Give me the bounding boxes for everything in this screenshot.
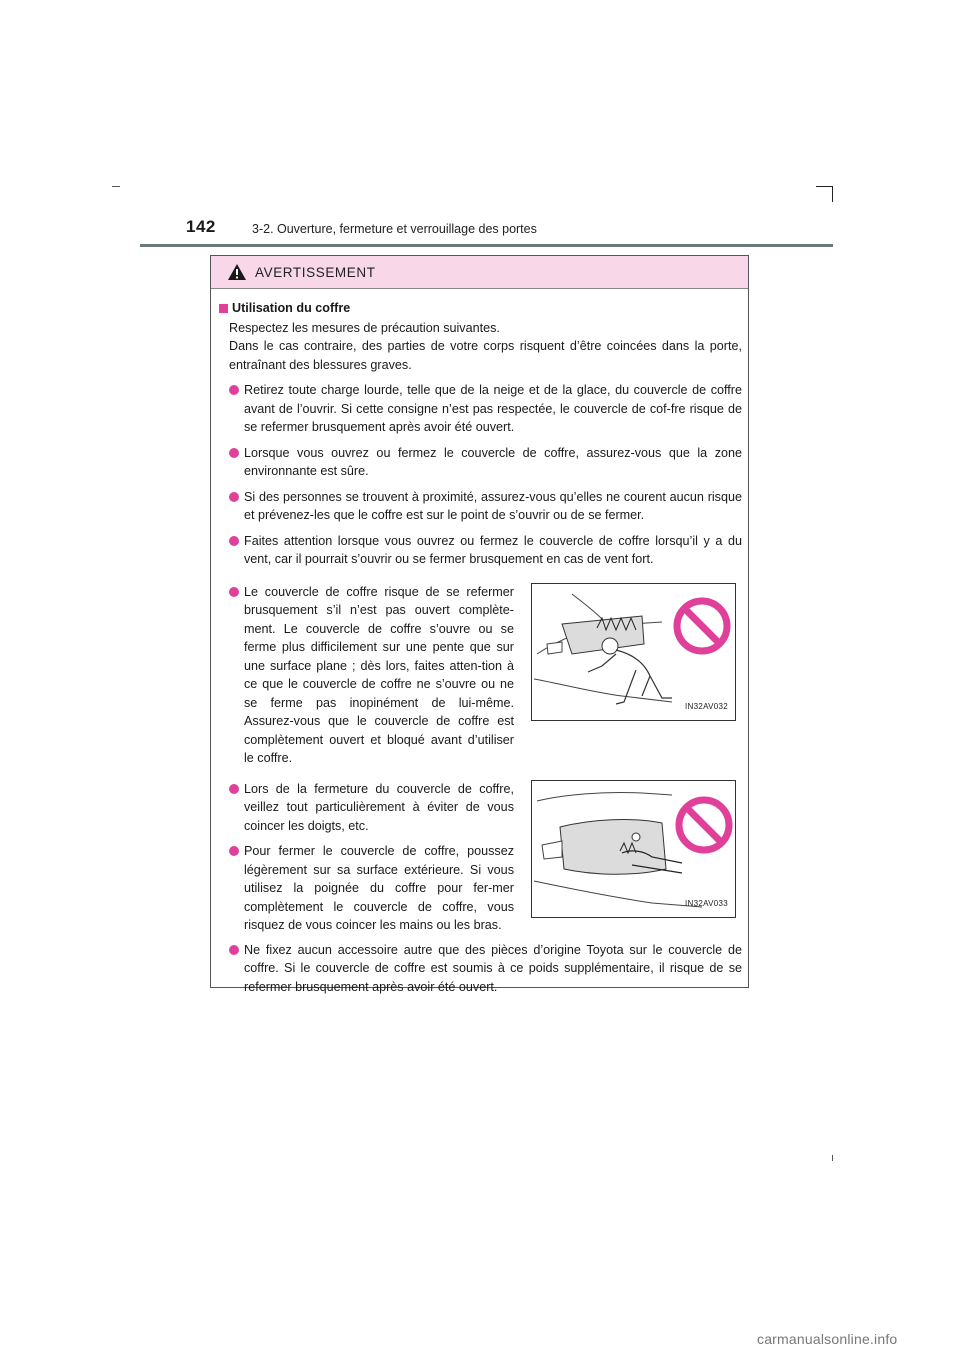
section-title: 3-2. Ouverture, fermeture et verrouillage des portes	[252, 222, 537, 236]
bullet-text: Le couvercle de coffre risque de se refermer brusquement s’il n’est pas ouvert complète-ment. Le couvercle de coffre s’ouvre ou se ferme plus difficilement sur une pente que sur une surface plane ; dès lors, faites atten-tion à ce que le couvercle de coffre ne s’ouvre ou ne se ferme pas inopinément de lui-même. Assurez-vous que le couvercle de coffre est complètement ouvert et bloqué avant d’utiliser le coffre.	[244, 584, 514, 765]
bullet-text: Pour fermer le couvercle de coffre, poussez légèrement sur sa surface extérieure. Si vous utilisez la poignée du coffre pour fer-mer complètement le couvercle de coffre, vous risquez de vous coincer les mains ou les bras.	[244, 844, 514, 932]
square-bullet-icon	[219, 304, 228, 313]
figure-row-2	[219, 774, 742, 935]
warning-content	[219, 299, 742, 996]
bullet-text: Si des personnes se trouvent à proximité, assurez-vous qu’elles ne courent aucun risque et prévenez-les que le coffre est sur le point de s’ouvrir ou de se fermer.	[244, 489, 742, 522]
figure-row-1	[219, 577, 742, 768]
warning-header	[211, 256, 748, 289]
bullet-text: Lors de la fermeture du couvercle de coffre, veillez tout particulièrement à éviter de vous coincer les doigts, etc.	[244, 781, 514, 833]
warning-triangle-icon	[227, 263, 247, 281]
figure-1-illustration	[531, 583, 736, 721]
watermark: carmanualsonline.info	[757, 1331, 898, 1347]
crop-mark-top-right	[816, 186, 833, 187]
bullet-text: Ne fixez aucun accessoire autre que des pièces d’origine Toyota sur le couvercle de coffre. Si le couvercle de coffre est soumis à ce poids supplémentaire, il risque de se refermer brusquement après avoir été ouvert.	[244, 942, 742, 994]
crop-mark-bottom-right	[832, 1155, 833, 1161]
bullet-text: Faites attention lorsque vous ouvrez ou fermez le couvercle de coffre lorsqu’il y a du vent, car il pourrait s’ouvrir ou se fermer brusquement en cas de vent fort.	[244, 533, 742, 566]
prohibited-sign-icon	[677, 601, 727, 651]
figure-2-text-column	[219, 774, 514, 935]
prohibited-sign-icon	[679, 800, 729, 850]
figure-code: IN32AV032	[684, 702, 728, 711]
bullet-dot-icon	[229, 536, 239, 546]
crop-mark-top-right-vertical	[832, 186, 833, 202]
figure-code: IN32AV033	[684, 899, 728, 908]
bullet-dot-icon	[229, 945, 239, 955]
list-item	[219, 780, 514, 836]
list-item	[219, 381, 742, 437]
subheading-text: Utilisation du coffre	[232, 301, 351, 315]
figure-1-text-column	[219, 577, 514, 768]
bullet-dot-icon	[229, 492, 239, 502]
list-item	[219, 842, 514, 935]
intro-line-2: Dans le cas contraire, des parties de votre corps risquent d’être coincées dans la porte, entraînant des blessures graves.	[229, 339, 742, 372]
figure-2-illustration	[531, 780, 736, 918]
warning-title: AVERTISSEMENT	[255, 264, 376, 280]
list-item	[219, 941, 742, 997]
header-rule	[140, 244, 833, 247]
bullet-dot-icon	[229, 784, 239, 794]
bullet-dot-icon	[229, 587, 239, 597]
bullet-dot-icon	[229, 448, 239, 458]
warning-subheading	[219, 299, 742, 318]
warning-box	[210, 255, 749, 994]
bullet-text: Retirez toute charge lourde, telle que de la neige et de la glace, du couvercle de coffre avant de l’ouvrir. Si cette consigne n’est pas respectée, le couvercle de cof-fre risque de se refermer brusquement après avoir été ouvert.	[244, 383, 742, 434]
bullet-dot-icon	[229, 846, 239, 856]
crop-mark-top-left	[112, 186, 120, 187]
list-item	[219, 488, 742, 525]
bullet-text: Lorsque vous ouvrez ou fermez le couvercle de coffre, assurez-vous que la zone environnante est sûre.	[244, 445, 742, 478]
page-number: 142	[186, 217, 216, 236]
list-item	[219, 583, 514, 768]
bullet-dot-icon	[229, 385, 239, 395]
intro-line-1: Respectez les mesures de précaution suivantes.	[229, 320, 500, 335]
list-item	[219, 444, 742, 481]
list-item	[219, 532, 742, 569]
